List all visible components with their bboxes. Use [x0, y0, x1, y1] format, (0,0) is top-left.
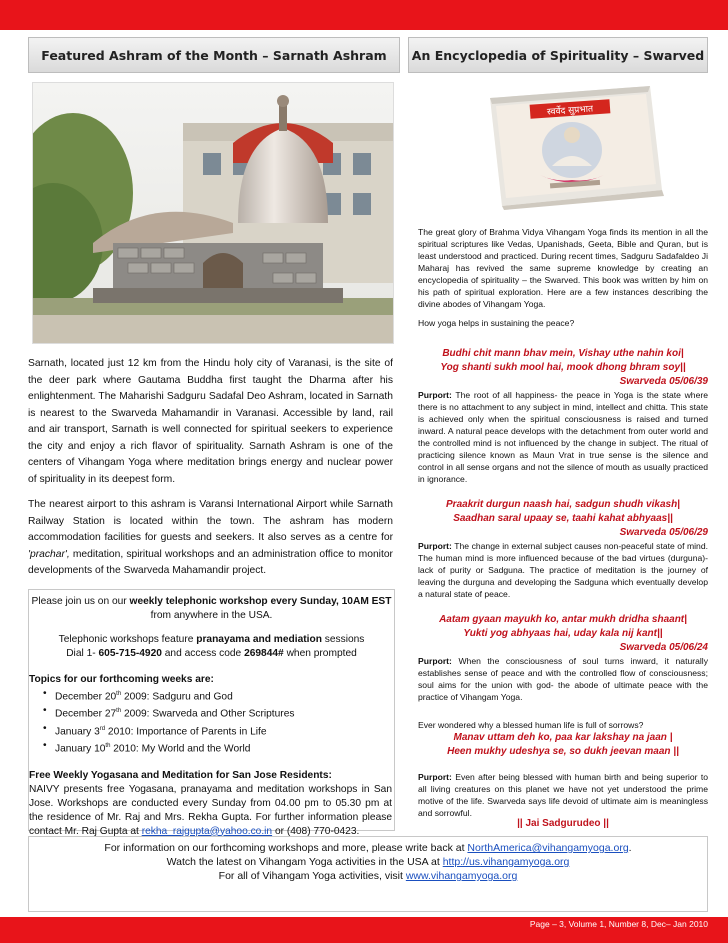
us-site-link[interactable]: http://us.vihangamyoga.org	[442, 856, 570, 868]
join-line: Please join us on our weekly telephonic workshop every Sunday, 10AM EST from anywhere in the USA.	[31, 596, 392, 621]
purport-block-4: Purport: Even after being blessed with human birth and being superior to all living creatures on this planet we have not yet understood the prime motive of the life. Swarveda says life devoid of ultimate aim is meaningless and sorrowful.	[418, 772, 708, 818]
verse-block-2: Praakrit durgun naash hai, sadgun shudh vikash| Saadhan saral upaay se, taahi kahat abhyaas|| Swarveda 05/06/29 Purport: The change in external subject causes non-peaceful state of mind. The human mind is more influenced because of the bad virtues (durguna)- lack of purity or Sadguna. The practice of meditation is the journey of leaving the durguna and developing the Sadguna which eventually develop a natural state of peace.	[418, 499, 708, 599]
footer-line-1: For information on our forthcoming workshops and more, please write back at NorthAmerica@vihangamyoga.org.	[104, 842, 632, 854]
dial-number: 605-715-4920	[98, 648, 162, 659]
purport-text: The change in external subject causes non-peaceful state of mind. The human mind is more influenced because of the bad virtues (durguna)- lack of purity or Sadguna. The practice of meditation is the journey of leaving the durguna and developing the Sadguna which eventually develop a natural state of peace.	[418, 541, 708, 599]
purport-text: The root of all happiness- the peace in Yoga is the state where there is no attachment to any subject in mind, intellect and chitta. This state is achieved only when the spiritual consciousness is raised and turned inward. A natural peace develops with the detachment from outer world and the controlled mind is not influenced by the change in subject. The ritual of practicing silence known as Maun Vrat in true sense is the silence and control in all sense organs and not the silence of mouth as usually practiced in ignorance.	[418, 390, 708, 484]
sarnath-description: Sarnath, located just 12 km from the Hindu holy city of Varanasi, is the site of the deer park where Gautama Buddha first taught the Dharma after his enlightenment. The Maharishi Sadguru Sadafal Deo Ashram, located in Sarnath is nearest to the Swarveda Mahamandir in Varanasi. Accessible by land, rail and air transport, Sarnath is well connected for spiritual seekers to experience the city and enjoy a rich flavor of spirituality. Sarnath Ashram is one of the centers of Vihangam Yoga where meditation brings energy and nuclear power of spirituality in its deepest form.	[28, 358, 393, 485]
bottom-red-bar	[0, 917, 728, 943]
list-item: • December 20th 2009: Sadguru and God	[43, 687, 394, 704]
encyclopedia-header: An Encyclopedia of Spirituality – Swarved	[408, 37, 708, 73]
page-info: Page – 3, Volume 1, Number 8, Dec– Jan 2010	[529, 919, 708, 929]
verse-block-3: Aatam gyaan mayukh ko, antar mukh dridha shaant| Yukti yog abhyaas hai, uday kala nij kant|| Swarveda 05/06/24 Purport: When the consciousness of soul turns inward, it naturally establishes sense of peace and with the controlled flow of consciousness; soul aims for the union with god- the abode of ultimate peace with the practice of Vihangam Yoga.	[418, 614, 708, 702]
topics-heading: Topics for our forthcoming weeks are:	[29, 674, 214, 685]
list-item: • January 3rd 2010: Importance of Parents in Life	[43, 722, 394, 739]
footer-line-2: Watch the latest on Vihangam Yoga activities in the USA at http://us.vihangamyoga.org	[166, 856, 570, 868]
access-code: 269844#	[244, 648, 284, 659]
list-item: • January 10th 2010: My World and the World	[43, 739, 394, 756]
verse-line: Manav uttam deh ko, paa kar lakshay na jaan |	[453, 732, 673, 743]
travel-text-b: meditation, spiritual workshops and an administration office to monitor developments of the Swarveda Mahamandir project.	[28, 548, 393, 576]
sorrow-question: Ever wondered why a blessed human life is full of sorrows?	[418, 720, 644, 730]
prachar-word: 'prachar',	[28, 548, 70, 560]
contact-footer	[28, 836, 708, 912]
verse-reference: Swarveda 05/06/29	[619, 527, 708, 538]
verse-line: Heen mukhy udeshya se, so dukh jeevan maan ||	[447, 746, 679, 757]
top-red-bar	[0, 0, 728, 30]
swarved-intro: The great glory of Brahma Vidya Vihangam Yoga finds its mention in all the spiritual scriptures like Vedas, Upanishads, Geeta, Bible and Quran, but is least understood and practiced. During recent times, Sadguru Sadafaldeo Ji Maharaj has revived the same supreme knowledge by creating an encyclopedia of spirituality – the Swarved. This book was written by him on his path of spiritual exploration. Here are a few instances describing the divine abodes of Vihangam Yoga.	[418, 227, 708, 309]
topics-list	[43, 687, 394, 757]
verse-line: Saadhan saral upaay se, taahi kahat abhyaas||	[453, 513, 673, 524]
swarved-book-image	[470, 80, 670, 210]
verse-block-1: Budhi chit mann bhav mein, Vishay uthe nahin koi| Yog shanti sukh mool hai, mook dhong bhram soy|| Swarveda 05/06/39 Purport: The root of all happiness- the peace in Yoga is the state where there is no attachment to any subject in mind, intellect and chitta. This state is achieved only when the spiritual consciousness is raised and turned inward. A natural peace develops with the detachment from outer world and the controlled mind is not influenced by the change in subject. The ritual of practicing silence known as Maun Vrat in true sense is the silence and control in all sense organs and not the silence of mouth as usually practiced in ignorance.	[418, 348, 708, 484]
raj-gupta-email-link[interactable]: rekha_rajgupta@yahoo.co.in	[141, 825, 273, 837]
verse-line: Budhi chit mann bhav mein, Vishay uthe nahin koi|	[442, 348, 684, 359]
verse-reference: Swarveda 05/06/39	[619, 376, 708, 387]
sorrow-question-block	[418, 719, 708, 759]
jai-sadgurudeo: || Jai Sadgurudeo ||	[517, 818, 609, 829]
peace-question: How yoga helps in sustaining the peace?	[418, 318, 575, 328]
purport-text: Even after being blessed with human birth and being superior to all living creatures on this planet we have not yet understood the prime motive of the life. Swarveda says life devoid of ultimate aim is meaningless and sorrowful.	[418, 772, 708, 818]
verse-line: Aatam gyaan mayukh ko, antar mukh dridha shaant|	[439, 614, 687, 625]
sarnath-travel-info	[28, 497, 393, 580]
main-site-link[interactable]: www.vihangamyoga.org	[405, 870, 518, 882]
sarnath-ashram-photo	[32, 82, 394, 344]
verse-reference: Swarveda 05/06/24	[619, 642, 708, 653]
north-america-email-link[interactable]: NorthAmerica@vihangamyoga.org	[467, 842, 629, 854]
svg-text:स्वर्वेद सुप्रभात: स्वर्वेद सुप्रभात	[546, 104, 594, 118]
free-yoga-text: NAIVY presents free Yogasana, pranayama and meditation workshops in San Jose. Workshops are conducted every Sunday from 04.00 pm to 05.30 pm at the residence of Mr. Raj and Mrs. Rekha Gupta. For further information please contact Mr. Raj Gupta at rekha_rajgupta@yahoo.co.in or (408) 770-0423.	[29, 783, 392, 837]
list-item: • December 27th 2009: Swarveda and Other Scriptures	[43, 704, 394, 721]
verse-line: Yukti yog abhyaas hai, uday kala nij kant||	[463, 628, 663, 639]
travel-text-a: The nearest airport to this ashram is Varansi International Airport while Sarnath Railway Station is located within the town. The ashram has modern accommodation facilities for guests and seekers. It also serves as a centre for	[28, 499, 393, 543]
verse-line: Praakrit durgun naash hai, sadgun shudh vikash|	[446, 499, 680, 510]
workshop-info-box	[28, 589, 395, 837]
verse-line: Yog shanti sukh mool hai, mook dhong bhram soy||	[440, 362, 686, 373]
featured-ashram-header: Featured Ashram of the Month – Sarnath Ashram	[28, 37, 400, 73]
footer-line-3: For all of Vihangam Yoga activities, visit www.vihangamyoga.org	[218, 870, 518, 882]
purport-text: When the consciousness of soul turns inward, it naturally establishes sense of peace and with the controlled flow of consciousness; soul aims for the union with god- the abode of ultimate peace with the practice of Vihangam Yoga.	[418, 656, 708, 702]
feature-line: Telephonic workshops feature pranayama and mediation sessions Dial 1- 605-715-4920 and access code 269844# when prompted	[58, 634, 365, 659]
free-yoga-heading: Free Weekly Yogasana and Meditation for San Jose Residents:	[29, 769, 332, 781]
